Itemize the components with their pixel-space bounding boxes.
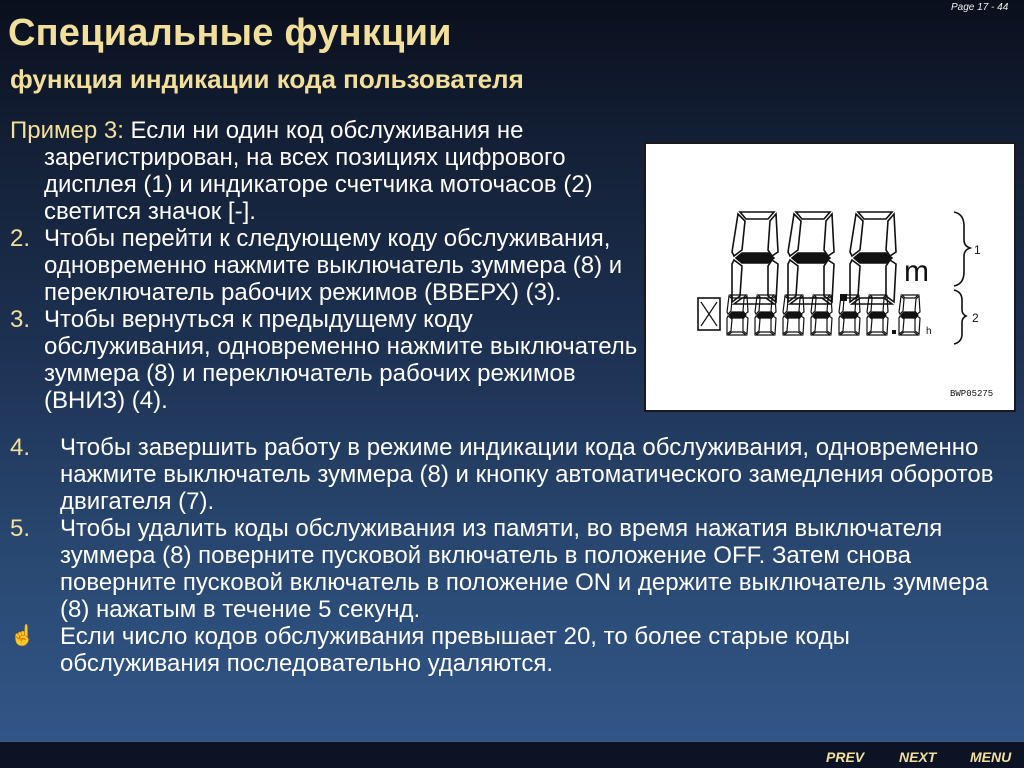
small-digit-6 bbox=[867, 295, 888, 335]
step-number: 3. bbox=[10, 306, 31, 333]
example-continuation: зарегистрирован, на всех позициях цифрового дисплея (1) и индикаторе счетчика моточасов (2) светится значок [-]. bbox=[44, 144, 593, 225]
small-digit-4 bbox=[811, 295, 832, 335]
menu-button[interactable]: MENU bbox=[970, 749, 1012, 765]
step-item bbox=[10, 434, 1015, 515]
navigation-bar bbox=[0, 741, 1024, 768]
seg-digit-2 bbox=[788, 212, 834, 304]
step-item bbox=[10, 306, 640, 414]
main-digit-row bbox=[732, 212, 896, 304]
step-text: Чтобы завершить работу в режиме индикации кода обслуживания, одновременно нажмите выключатель зуммера (8) и кнопку автоматического замедления оборотов двигателя (7). bbox=[60, 434, 994, 515]
lcd-display-figure bbox=[644, 142, 1016, 412]
step-item bbox=[10, 515, 1015, 623]
seg-digit-3 bbox=[850, 212, 896, 304]
note-item bbox=[10, 623, 1015, 677]
callout-1-label: 1 bbox=[974, 243, 981, 257]
bracket-2 bbox=[954, 290, 966, 344]
page-subtitle: функция индикации кода пользователя bbox=[10, 64, 524, 94]
figure-code: BWP05275 bbox=[950, 389, 994, 399]
content-block-left bbox=[10, 117, 640, 414]
example-label: Пример 3: bbox=[10, 117, 124, 144]
step-item bbox=[10, 225, 640, 306]
callout-2-label: 2 bbox=[972, 311, 979, 325]
page-title: Специальные функции bbox=[8, 12, 452, 54]
step-text: Чтобы перейти к следующему коду обслуживания, одновременно нажмите выключатель зуммера (8) и переключатель рабочих режимов (ВВЕРХ) (3). bbox=[44, 225, 623, 306]
hand-pointing-icon: ☝ bbox=[10, 625, 35, 647]
lcd-display-drawing bbox=[646, 144, 1014, 410]
next-button[interactable]: NEXT bbox=[899, 749, 937, 765]
content-block-wide bbox=[10, 434, 1015, 677]
seg-digit-1 bbox=[732, 212, 778, 304]
step-text: Чтобы удалить коды обслуживания из памяти, во время нажатия выключателя зуммера (8) поверните пусковой включатель в положение OFF. Затем снова поверните пусковой включатель в положение ON и держите выключатель зуммера (8) нажатым в течение 5 секунд. bbox=[60, 515, 989, 623]
unit-h-label: h bbox=[926, 326, 932, 337]
small-digit-2 bbox=[755, 295, 776, 335]
step-number: 4. bbox=[10, 434, 31, 461]
example-first-line: Если ни один код обслуживания не bbox=[123, 117, 524, 144]
note-text: Если число кодов обслуживания превышает 20, то более старые коды обслуживания последовательно удаляются. bbox=[60, 623, 850, 677]
unit-m-label: m bbox=[904, 255, 929, 288]
hour-decimal-dot bbox=[892, 330, 896, 334]
example-paragraph bbox=[10, 117, 640, 225]
bracket-1 bbox=[954, 212, 970, 286]
page-indicator: Page 17 - 44 bbox=[951, 2, 1009, 13]
small-digit-7 bbox=[899, 295, 920, 335]
step-number: 2. bbox=[10, 225, 31, 252]
step-text: Чтобы вернуться к предыдущему коду обслуживания, одновременно нажмите выключатель зуммера (8) и переключатель рабочих режимов (ВНИЗ) (4). bbox=[44, 306, 638, 414]
prev-button[interactable]: PREV bbox=[826, 749, 865, 765]
step-number: 5. bbox=[10, 515, 31, 542]
